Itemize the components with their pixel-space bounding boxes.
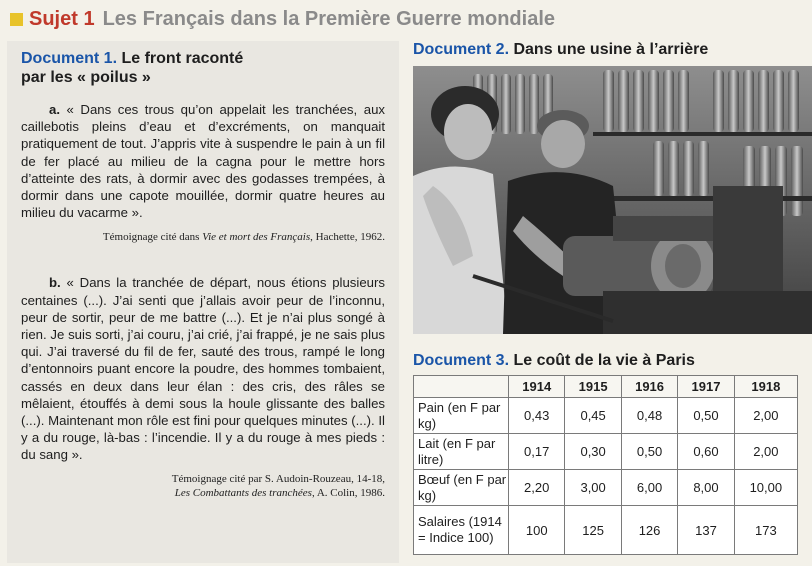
source-a-suffix: , Hachette, 1962.: [310, 231, 385, 244]
table-cell: 2,20: [509, 470, 565, 506]
testimony-b: [21, 274, 385, 463]
cost-of-living-table: [413, 375, 798, 555]
year-header: 1917: [678, 376, 734, 398]
source-b-title: Les Combattants des tranchées: [174, 486, 312, 499]
table-row: [414, 434, 798, 470]
table-cell: 6,00: [621, 470, 677, 506]
document-1-heading: [21, 49, 385, 87]
document-1-title-line2: par les « poilus »: [21, 69, 151, 86]
table-cell: 0,45: [565, 398, 621, 434]
table-cell: 173: [734, 506, 797, 555]
testimony-b-source: [21, 472, 385, 500]
document-3-heading: [413, 352, 695, 370]
sujet-label: Sujet 1: [29, 7, 95, 30]
table-cell: 0,50: [621, 434, 677, 470]
testimony-b-text: « Dans la tranchée de départ, nous étions plusieurs centaines (...). J’ai senti que j’allais avoir peur de l’inconnu, peur de sortir, peur de me battre (...). Et je n’ai plus songé à rien. Je suis sorti, j’ai couru, j’ai crié, j’ai frappé, je ne sais plus qui. J’ai traversé du fil de fer, sauté des trous, rampé le long d’entonnoirs puant encore la poudre, des hommes tombaient, cassés en deux dans leur élan : des cris, des râles se mêlaient, étouffés à demi sous la houle glissante des balles (...). Maintenant mon rôle est fini pour quelques minutes (...). Il y a du rouge, là-bas : l’incendie. Il y a du rouge à mes pieds : du sang ».: [21, 275, 385, 463]
table-cell: 0,17: [509, 434, 565, 470]
year-header: 1916: [621, 376, 677, 398]
table-cell: 2,00: [734, 434, 797, 470]
testimony-a-text: « Dans ces trous qu’on appelait les tranchées, aux caillebotis pleins d’eau et d’excréments, on manquait pratiquement de tout. J’appris vite à suspendre le pain à un fil de fer placé au milieu de la cagna pour le mettre hors d’atteinte des rats, à dormir avec des godasses trempées, à dormir dans une capote mouillée, dormir quatre heures au milieu du vacarme ».: [21, 102, 385, 221]
table-cell: 0,30: [565, 434, 621, 470]
row-label: Pain (en F par kg): [414, 398, 509, 434]
testimony-a: [21, 101, 385, 221]
table-cell: 0,60: [678, 434, 734, 470]
table-cell: 3,00: [565, 470, 621, 506]
table-cell: 100: [509, 506, 565, 555]
table-header-row: [414, 376, 798, 398]
year-header: 1914: [509, 376, 565, 398]
source-b-suffix: , A. Colin, 1986.: [311, 486, 385, 499]
page-title: Les Français dans la Première Guerre mondiale: [102, 7, 555, 30]
source-b-line1: Témoignage cité par S. Audoin-Rouzeau, 14-18,: [171, 472, 385, 485]
factory-photo-illustration: [413, 66, 812, 334]
document-1-label: Document 1.: [21, 50, 118, 67]
table-cell: 0,43: [509, 398, 565, 434]
table-row: [414, 398, 798, 434]
source-a-title: Vie et mort des Français: [202, 231, 311, 244]
table-cell: 0,50: [678, 398, 734, 434]
table-cell: 10,00: [734, 470, 797, 506]
page-header: [0, 0, 812, 38]
table-corner-cell: [414, 376, 509, 398]
document-2-title: Dans une usine à l’arrière: [513, 41, 709, 58]
testimony-a-source: [21, 230, 385, 244]
document-2-heading: [413, 41, 708, 59]
table-cell: 137: [678, 506, 734, 555]
document-1-title-line1: Le front raconté: [121, 50, 244, 67]
table-cell: 126: [621, 506, 677, 555]
table-row: [414, 470, 798, 506]
row-label: Lait (en F par litre): [414, 434, 509, 470]
year-header: 1915: [565, 376, 621, 398]
factory-photo: [413, 66, 812, 334]
document-1-panel: [7, 41, 399, 563]
document-3-title: Le coût de la vie à Paris: [513, 352, 695, 369]
source-a-prefix: Témoignage cité dans: [102, 231, 203, 244]
table-cell: 8,00: [678, 470, 734, 506]
table-cell: 125: [565, 506, 621, 555]
table-cell: 2,00: [734, 398, 797, 434]
document-2-label: Document 2.: [413, 41, 510, 58]
row-label: Bœuf (en F par kg): [414, 470, 509, 506]
testimony-a-tag: a.: [49, 102, 60, 117]
table-row: [414, 506, 798, 555]
testimony-b-tag: b.: [49, 275, 61, 291]
document-3-label: Document 3.: [413, 352, 510, 369]
row-label: Salaires (1914 = Indice 100): [414, 506, 509, 555]
table-cell: 0,48: [621, 398, 677, 434]
year-header: 1918: [734, 376, 797, 398]
yellow-square-icon: [10, 13, 23, 26]
